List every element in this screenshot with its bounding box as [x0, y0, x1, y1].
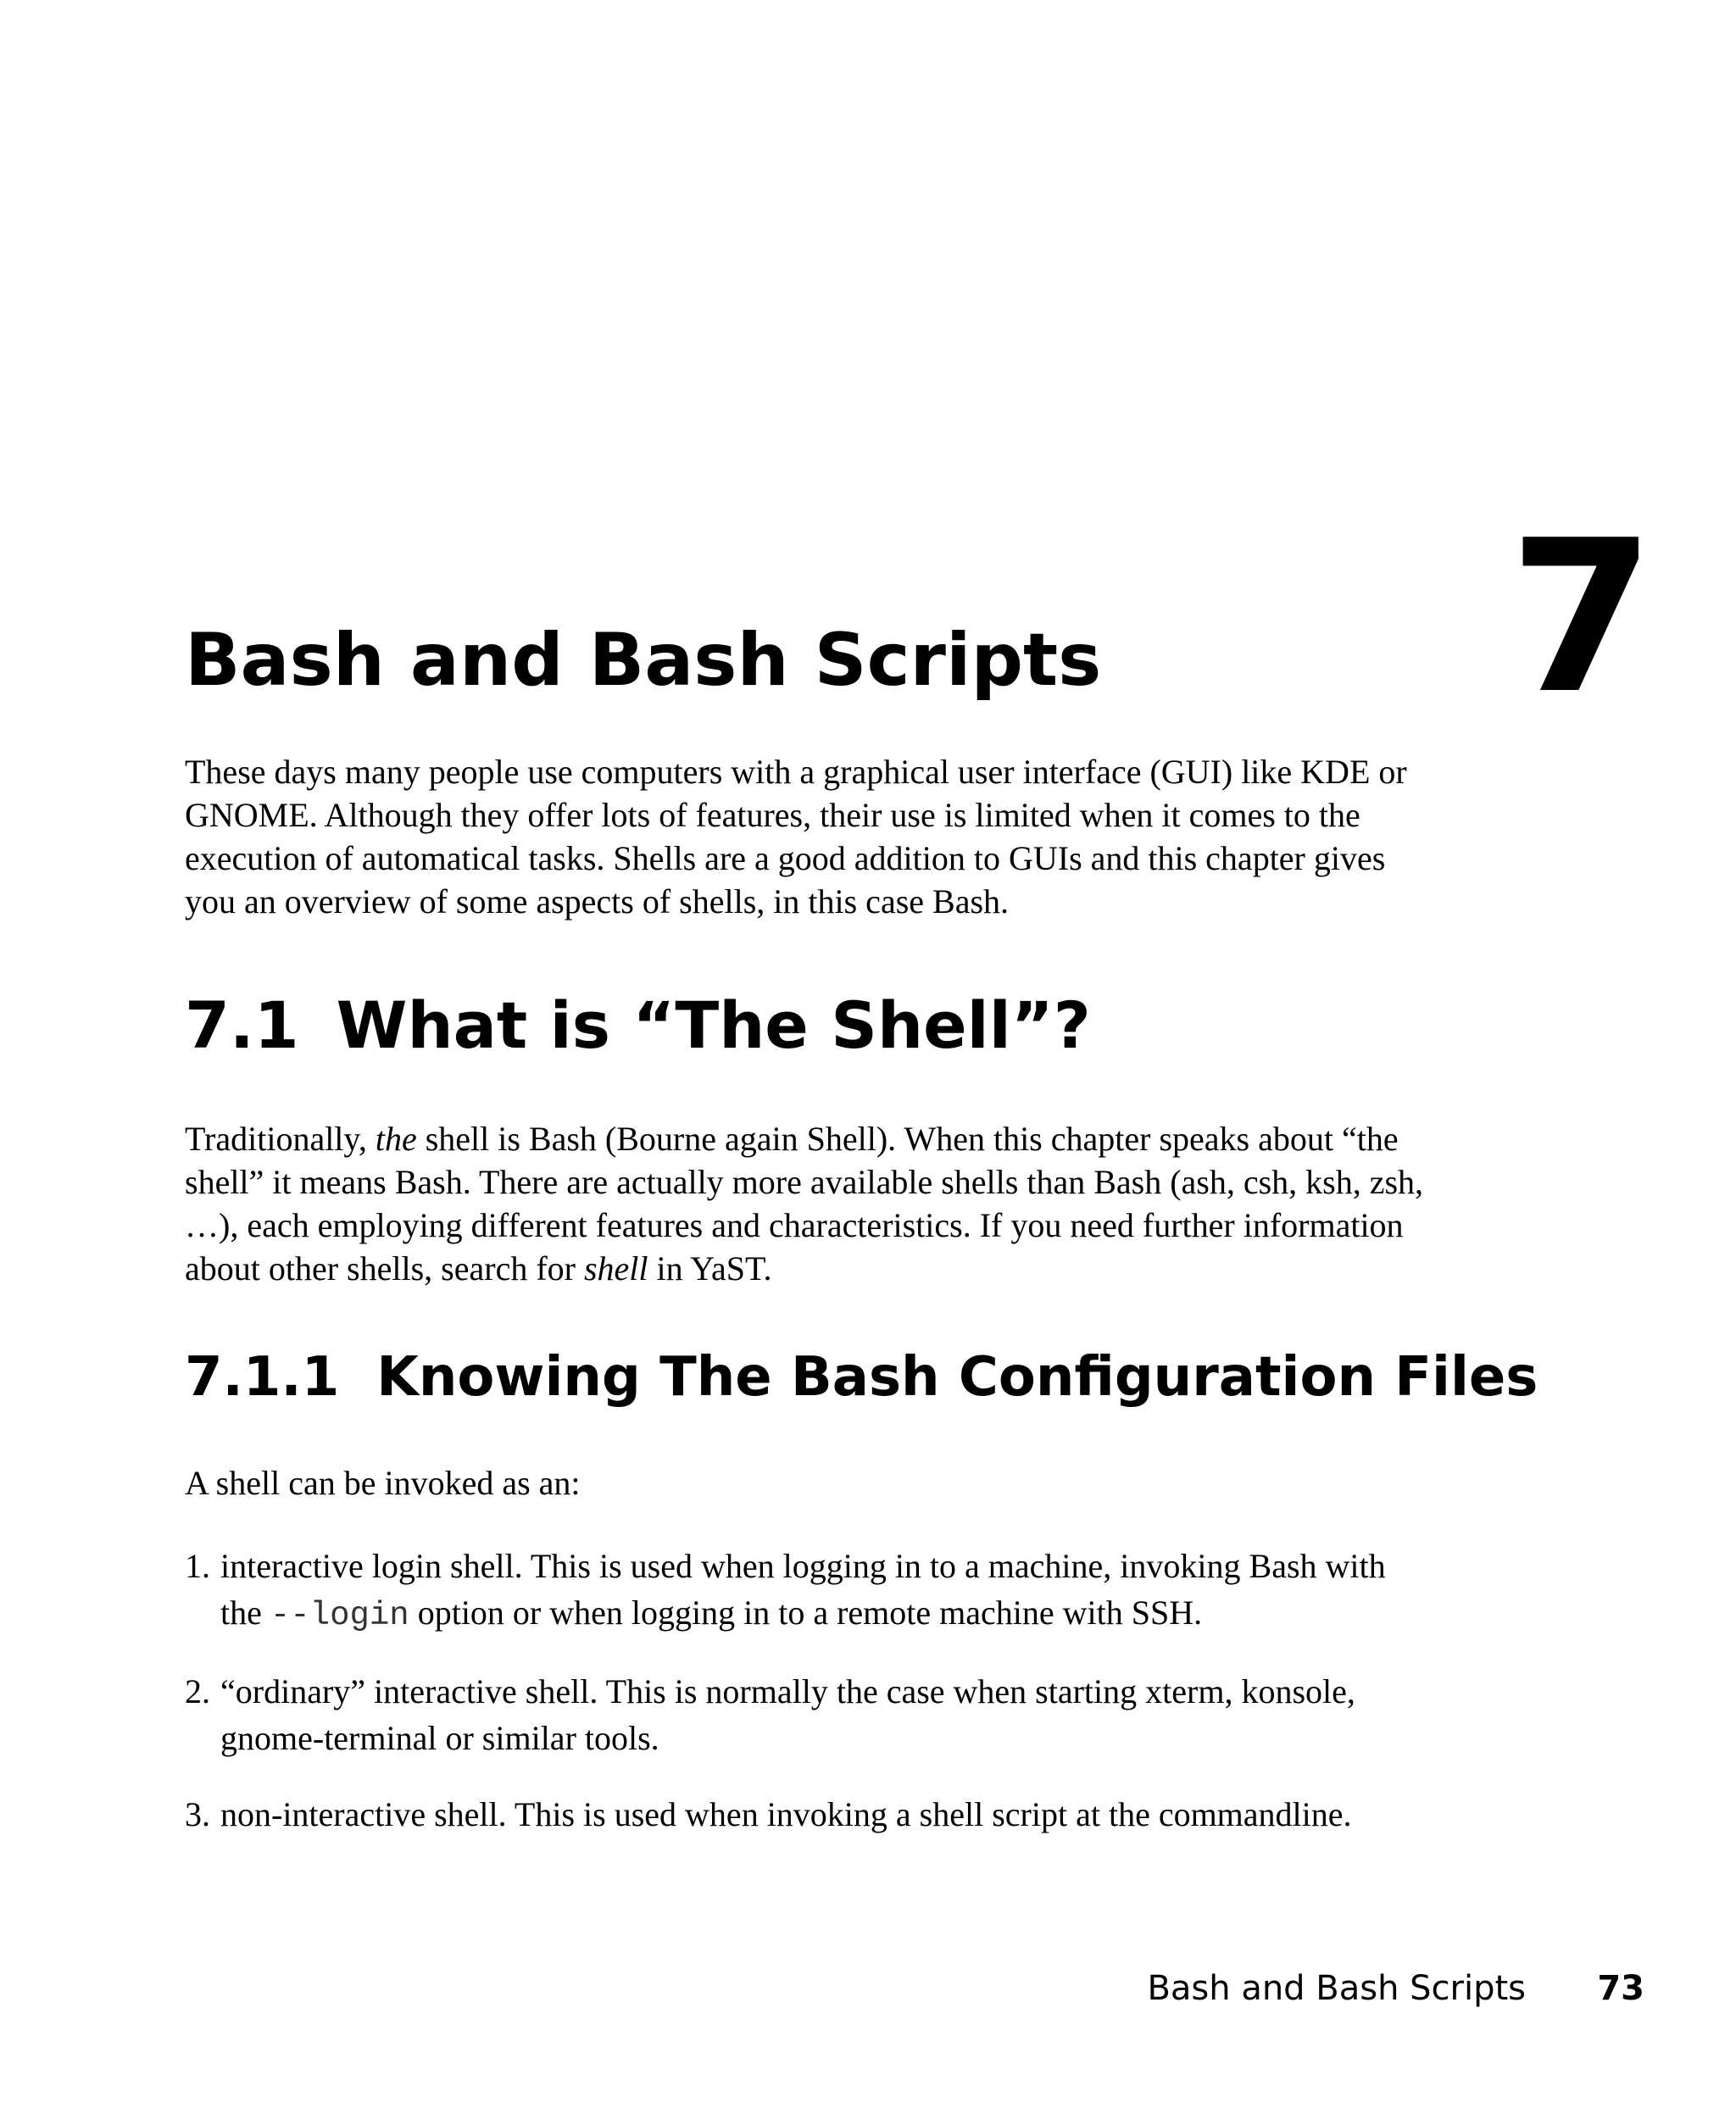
paragraph-text: in YaST. [648, 1249, 772, 1288]
chapter-number: 7 [1509, 496, 1652, 740]
list-marker: 1. [185, 1547, 210, 1585]
list-item [185, 1668, 1431, 1761]
subsection-number: 7.1.1 [185, 1346, 340, 1409]
page-number: 73 [1597, 1969, 1644, 2008]
section-paragraph [185, 1117, 1431, 1290]
list-item [185, 1543, 1431, 1639]
paragraph-text: shell is Bash (Bourne again Shell). When this chapter speaks about “the shell” it means Bash. There are actually more available shells than Bash (ash, csh, ksh, zsh, …), each employing different features and characteristics. If you need further information about other shells, search for [185, 1120, 1424, 1288]
numbered-list-item-1 [185, 1543, 1431, 1639]
section-number: 7.1 [185, 987, 299, 1063]
section-title: What is “The Shell”? [336, 987, 1091, 1063]
emphasis-the: the [375, 1120, 417, 1158]
list-item-text: “ordinary” interactive shell. This is normally the case when starting xterm, konsole, gnome-terminal or similar tools. [220, 1672, 1355, 1757]
list-marker: 3. [185, 1795, 210, 1833]
paragraph-text: Traditionally, [185, 1120, 376, 1158]
subsection-title: Knowing The Bash Configuration Files [376, 1346, 1538, 1409]
subsection-heading [185, 1348, 1538, 1407]
list-item [185, 1791, 1431, 1838]
list-item-text: option or when logging in to a remote machine with SSH. [409, 1594, 1203, 1632]
emphasis-shell: shell [583, 1249, 648, 1288]
list-item-text: non-interactive shell. This is used when invoking a shell script at the commandline. [220, 1795, 1352, 1833]
numbered-list-item-2 [185, 1668, 1431, 1761]
list-item-text: interactive login shell. This is used when logging in to a machine, invoking Bash with the [220, 1547, 1386, 1632]
footer-running-title: Bash and Bash Scripts [1147, 1969, 1526, 2008]
code-login-option: --login [270, 1597, 409, 1634]
list-marker: 2. [185, 1672, 210, 1710]
subsection-lead-in: A shell can be invoked as an: [185, 1464, 581, 1502]
section-heading [185, 987, 1091, 1063]
numbered-list-item-3 [185, 1791, 1431, 1838]
chapter-title: Bash and Bash Scripts [185, 618, 1102, 703]
chapter-intro-paragraph: These days many people use computers with a graphical user interface (GUI) like KDE or GNOME. Although they offer lots of features, their use is limited when it comes to the execution of automatical tasks. Shells are a good addition to GUIs and this chapter gives you an overview of some aspects of shells, in this case Bash. [185, 753, 1407, 921]
